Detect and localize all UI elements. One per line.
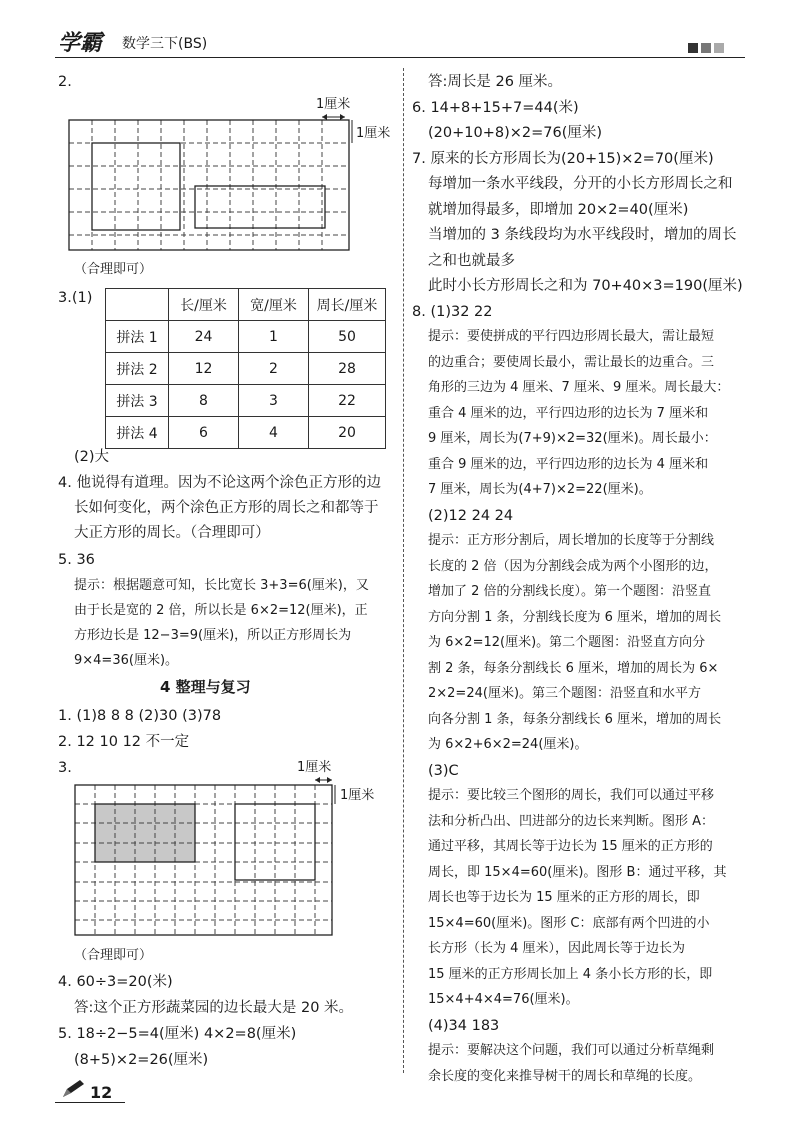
- page-number: 12: [90, 1083, 113, 1102]
- q5-hint-line-2: 由于长是宽的 2 倍，所以长是 6×2=12(厘米)，正: [74, 603, 368, 618]
- footer-rule: [55, 1102, 125, 1103]
- hint-line: 15×4=60(厘米)。图形 C：底部有两个凹进的小: [428, 916, 710, 931]
- answer-line: 当增加的 3 条线段均为水平线段时，增加的周长: [428, 227, 737, 243]
- table-cell: 28: [309, 353, 386, 385]
- hint-line: 为 6×2+6×2=24(厘米)。: [428, 737, 588, 752]
- hint-line: 周长，即 15×4=60(厘米)。图形 B：通过平移，其: [428, 865, 727, 880]
- hint-line: 9 厘米，周长为(7+9)×2=32(厘米)。周长最小：: [428, 431, 717, 446]
- hint-line: 重合 4 厘米的边，平行四边形的边长为 7 厘米和: [428, 406, 709, 421]
- hint-line: 15 厘米的正方形周长加上 4 条小长方形的长，即: [428, 967, 713, 982]
- table-row: [106, 321, 386, 353]
- table-row: [106, 417, 386, 449]
- hint-line: 为 6×2=12(厘米)。第二个题图：沿竖直方向分: [428, 635, 706, 650]
- hint-line: 提示：正方形分割后，周长增加的长度等于分割线: [428, 533, 715, 548]
- hint-line: 长方形（长为 4 厘米），因此周长等于边长为: [428, 941, 686, 956]
- header-rule: [55, 57, 745, 58]
- answer-line: (4)34 183: [428, 1018, 500, 1034]
- table-cell: 拼法 4: [106, 417, 169, 449]
- review-q3-note: （合理即可）: [74, 948, 153, 963]
- answer-line: 6. 14+8+15+7=44(米): [412, 100, 579, 116]
- hint-line: 2×2=24(厘米)。第三个题图：沿竖直和水平方: [428, 686, 702, 701]
- grid-figure-1: [60, 95, 390, 255]
- hint-line: 长度的 2 倍（因为分割线会成为两个小图形的边，: [428, 559, 718, 574]
- q4-line-3: 大正方形的周长。（合理即可）: [74, 525, 270, 541]
- table-cell: 50: [309, 321, 386, 353]
- q2-number: 2.: [58, 74, 72, 90]
- table-cell: 拼法 3: [106, 385, 169, 417]
- answer-line: (2)12 24 24: [428, 508, 514, 524]
- hint-line: 提示：要使拼成的平行四边形周长最大，需让最短: [428, 329, 715, 344]
- column-divider: [403, 68, 404, 1073]
- review-q2: 2. 12 10 12 不一定: [58, 734, 190, 750]
- hint-line: 通过平移，其周长等于边长为 15 厘米的正方形的: [428, 839, 713, 854]
- grid2-unit-vertical: 1厘米: [340, 788, 375, 803]
- table-cell: 4: [239, 417, 309, 449]
- hint-line: 割 2 条，每条分割线长 6 厘米，增加的周长为 6×: [428, 661, 719, 676]
- table-cell: 拼法 1: [106, 321, 169, 353]
- grid1-unit-horizontal: 1厘米: [316, 97, 351, 112]
- table-cell: 24: [169, 321, 239, 353]
- table-cell: 12: [169, 353, 239, 385]
- hint-line: 角形的三边为 4 厘米、7 厘米、9 厘米。周长最大：: [428, 380, 730, 395]
- hint-line: 提示：要解决这个问题，我们可以通过分析草绳剩: [428, 1043, 715, 1058]
- hint-line: 余长度的变化来推导树干的周长和草绳的长度。: [428, 1069, 702, 1084]
- hint-line: 提示：要比较三个图形的周长，我们可以通过平移: [428, 788, 715, 803]
- q5-hint-line-3: 方形边长是 12−3=9(厘米)，所以正方形周长为: [74, 628, 352, 643]
- grid1-unit-vertical: 1厘米: [356, 126, 391, 141]
- table-row: [106, 385, 386, 417]
- hint-line: 7 厘米，周长为(4+7)×2=22(厘米)。: [428, 482, 652, 497]
- q5-answer: 5. 36: [58, 552, 95, 568]
- q3-part2: (2)大: [74, 449, 110, 465]
- review-q5: 5. 18÷2−5=4(厘米) 4×2=8(厘米): [58, 1026, 297, 1042]
- table-header-cell: 宽/厘米: [239, 289, 309, 321]
- review-q5-line-2: (8+5)×2=26(厘米): [74, 1052, 209, 1068]
- q5-hint-line-4: 9×4=36(厘米)。: [74, 653, 179, 668]
- answer-line: 答:周长是 26 厘米。: [428, 74, 563, 90]
- shaded-rectangle: [95, 804, 195, 862]
- hint-line: 方向分割 1 条，分割线长度为 6 厘米，增加的周长: [428, 610, 722, 625]
- review-q3-number: 3.: [58, 760, 72, 776]
- hint-line: 15×4+4×4=76(厘米)。: [428, 992, 579, 1007]
- table-cell: 3: [239, 385, 309, 417]
- hint-line: 增加了 2 倍的分割线长度）。第一个题图：沿竖直: [428, 584, 712, 599]
- q5-hint-line-1: 提示：根据题意可知，长比宽长 3+3=6(厘米)，又: [74, 578, 369, 593]
- answer-line: 就增加得最多，即增加 20×2=40(厘米): [428, 202, 689, 218]
- brand-logo: 学霸: [58, 31, 103, 56]
- hint-line: 法和分析凸出、凹进部分的边长来判断。图形 A：: [428, 814, 715, 829]
- table-cell: 2: [239, 353, 309, 385]
- q2-note: （合理即可）: [74, 262, 153, 277]
- review-q4: 4. 60÷3=20(米): [58, 974, 173, 990]
- answer-line: 每增加一条水平线段，分开的小长方形周长之和: [428, 176, 733, 192]
- table-row: [106, 353, 386, 385]
- q4-line-1: 4. 他说得有道理。因为不论这两个涂色正方形的边: [58, 475, 381, 491]
- book-subtitle: 数学三下(BS): [122, 36, 208, 52]
- hint-line: 重合 9 厘米的边，平行四边形的边长为 4 厘米和: [428, 457, 709, 472]
- table-header-row: [106, 289, 386, 321]
- hint-line: 的边重合；要使周长最小，需让最长的边重合。三: [428, 355, 715, 370]
- header-squares-decoration: [688, 38, 727, 57]
- table-cell: 1: [239, 321, 309, 353]
- table-cell: 拼法 2: [106, 353, 169, 385]
- review-q1: 1. (1)8 8 8 (2)30 (3)78: [58, 708, 222, 724]
- answer-line: (3)C: [428, 763, 459, 779]
- q3-number: 3.(1): [58, 290, 93, 306]
- q4-line-2: 长如何变化，两个涂色正方形的周长之和都等于: [74, 500, 379, 516]
- answer-line: 7. 原来的长方形周长为(20+15)×2=70(厘米): [412, 151, 714, 167]
- answer-line: 此时小长方形周长之和为 70+40×3=190(厘米): [428, 278, 743, 294]
- table-cell: 20: [309, 417, 386, 449]
- perimeter-table: [105, 288, 386, 449]
- table-cell: 6: [169, 417, 239, 449]
- table-header-cell: 长/厘米: [169, 289, 239, 321]
- answer-line: 之和也就最多: [428, 253, 515, 269]
- answer-line: (20+10+8)×2=76(厘米): [428, 125, 603, 141]
- table-cell: 8: [169, 385, 239, 417]
- grid2-unit-horizontal: 1厘米: [297, 760, 332, 775]
- table-header-cell: [106, 289, 169, 321]
- review-q4-answer: 答:这个正方形蔬菜园的边长最大是 20 米。: [74, 1000, 354, 1016]
- pencil-icon: [60, 1078, 86, 1100]
- hint-line: 向各分割 1 条，每条分割线长 6 厘米，增加的周长: [428, 712, 722, 727]
- hint-line: 周长也等于边长为 15 厘米的正方形的周长，即: [428, 890, 700, 905]
- table-header-cell: 周长/厘米: [309, 289, 386, 321]
- section-title: 4 整理与复习: [160, 678, 251, 696]
- answer-line: 8. (1)32 22: [412, 304, 493, 320]
- table-cell: 22: [309, 385, 386, 417]
